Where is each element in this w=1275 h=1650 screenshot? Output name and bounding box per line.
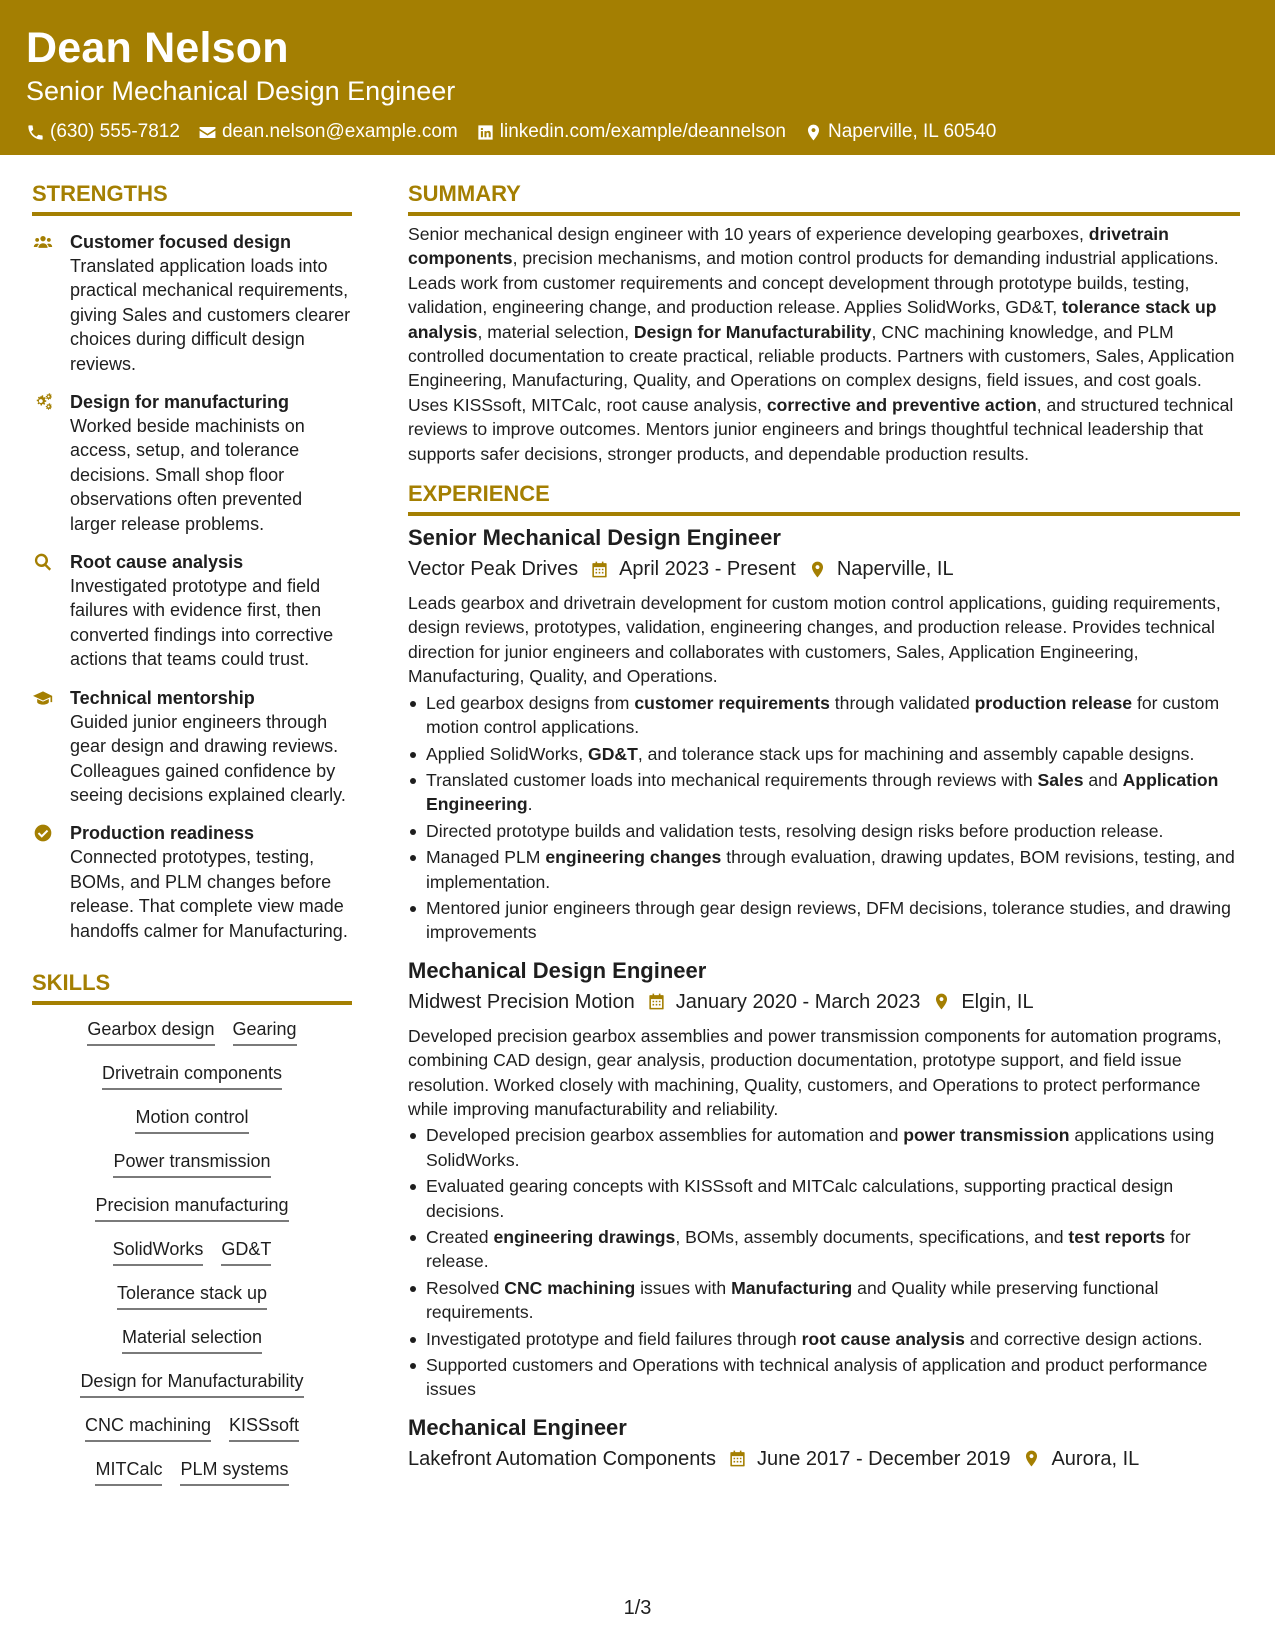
job-company: Vector Peak Drives	[408, 558, 579, 581]
bold-keyword: engineering drawings	[493, 1227, 676, 1247]
skill-tag: SolidWorks	[113, 1237, 204, 1266]
bold-keyword: engineering changes	[545, 847, 722, 868]
location-pin-icon	[808, 560, 827, 579]
strength-title: Customer focused design	[70, 232, 292, 252]
job-bullet: Created engineering drawings, BOMs, assembly documents, specifications, and test reports for release.	[408, 1225, 1240, 1274]
job-meta	[408, 555, 1240, 583]
location-pin-icon	[1022, 1449, 1041, 1468]
job-title: Mechanical Engineer	[408, 1414, 627, 1440]
skill-tag: MITCalc	[95, 1457, 162, 1486]
calendar-icon	[590, 560, 609, 579]
job-meta	[408, 988, 1240, 1016]
job-bullet: Supported customers and Operations with technical analysis of application and product performance issues	[408, 1353, 1240, 1402]
bold-keyword: Manufacturing	[731, 1277, 853, 1298]
job-entry	[408, 957, 1240, 1402]
skill-tag: Motion control	[135, 1105, 248, 1134]
skill-row	[32, 1281, 352, 1310]
skill-tag: Design for Manufacturability	[80, 1369, 303, 1398]
job-bullet: Resolved CNC machining issues with Manufacturing and Quality while preserving functional requirements.	[408, 1276, 1240, 1325]
right-column	[408, 180, 1240, 1473]
job-bullet: Translated customer loads into mechanical requirements through reviews with Sales and Application Engineering.	[408, 768, 1240, 817]
job-bullet: Mentored junior engineers through gear design reviews, DFM decisions, tolerance studies, and drawing improvements	[408, 896, 1240, 945]
skill-tag: Tolerance stack up	[117, 1281, 267, 1310]
email-link[interactable]: dean.nelson@example.com	[221, 121, 458, 142]
bold-keyword: Design for Manufacturability	[633, 321, 872, 342]
job-description: Developed precision gearbox assemblies and power transmission components for automation programs, combining CAD design, gear analysis, production documentation, prototype support, and field issue resolution. Worked closely with machining, Quality, customers, and Operations to protect performance while improving manufacturability and reliability.	[408, 1025, 1222, 1119]
resume-header	[0, 0, 1275, 155]
calendar-icon	[728, 1449, 747, 1468]
bold-keyword: Sales	[1037, 769, 1084, 790]
location-text: Naperville, IL 60540	[827, 121, 997, 142]
calendar-icon	[647, 992, 666, 1011]
skill-tag: Material selection	[122, 1325, 262, 1354]
location-pin-icon	[804, 123, 823, 142]
job-title: Senior Mechanical Design Engineer	[408, 525, 781, 551]
job-bullet: Applied SolidWorks, GD&T, and tolerance stack ups for machining and assembly capable designs.	[408, 742, 1240, 766]
job-bullet: Developed precision gearbox assemblies for automation and power transmission applications using SolidWorks.	[408, 1123, 1240, 1172]
job-bullets	[408, 1123, 1240, 1401]
contact-linkedin[interactable]	[476, 120, 786, 144]
contact-email[interactable]	[198, 120, 458, 144]
skill-row	[32, 1105, 352, 1134]
skill-tag: KISSsoft	[229, 1413, 299, 1442]
bold-keyword: root cause analysis	[801, 1328, 965, 1349]
strength-item	[32, 550, 352, 672]
contact-location	[804, 120, 996, 144]
job-dates: June 2017 - December 2019	[756, 1447, 1011, 1470]
contact-phone	[26, 120, 180, 144]
job-bullet: Led gearbox designs from customer requirements through validated production release for custom motion control applications.	[408, 691, 1240, 740]
page-number: 1/3	[623, 1597, 652, 1619]
gears-icon	[32, 392, 54, 412]
location-pin-icon	[932, 992, 951, 1011]
bold-keyword: production release	[974, 692, 1133, 713]
skill-row	[32, 1325, 352, 1354]
skill-row	[32, 1413, 352, 1442]
job-dates: April 2023 - Present	[619, 558, 796, 581]
job-description: Leads gearbox and drivetrain development for custom motion control applications, guiding requirements, design reviews, prototypes, validation, engineering changes, and production release. Provides technical direction for junior engineers and collaborates with customers, Sales, Application Engineering, Manufacturing, Quality, and Operations.	[408, 593, 1221, 687]
job-dates: January 2020 - March 2023	[675, 990, 921, 1013]
bold-keyword: CNC machining	[504, 1277, 636, 1298]
job-bullet: Managed PLM engineering changes through evaluation, drawing updates, BOM revisions, testing, and implementation.	[408, 845, 1240, 894]
bold-keyword: Application Engineering	[426, 769, 1219, 815]
job-entry	[408, 524, 1240, 945]
bold-keyword: tolerance stack up analysis	[408, 297, 1217, 342]
job-bullets	[408, 691, 1240, 945]
bold-keyword: power transmission	[903, 1125, 1070, 1146]
skill-tag: Precision manufacturing	[95, 1193, 288, 1222]
bold-keyword: drivetrain components	[408, 224, 1169, 269]
bold-keyword: corrective and preventive action	[766, 394, 1037, 415]
job-bullet: Evaluated gearing concepts with KISSsoft and MITCalc calculations, supporting practical design decisions.	[408, 1174, 1240, 1223]
users-icon	[32, 232, 54, 252]
skills-heading: SKILLS	[32, 969, 352, 1005]
linkedin-link[interactable]: linkedin.com/example/deannelson	[499, 121, 786, 142]
phone-icon	[26, 123, 45, 142]
skill-row	[32, 1369, 352, 1398]
summary-heading: SUMMARY	[408, 180, 1240, 216]
strength-item	[32, 821, 352, 943]
graduation-cap-icon	[32, 688, 54, 708]
strength-item	[32, 230, 352, 376]
strength-title: Technical mentorship	[70, 687, 255, 708]
job-location: Aurora, IL	[1051, 1447, 1140, 1470]
skill-tag: Gearing	[233, 1017, 297, 1046]
skill-row	[32, 1149, 352, 1178]
strength-item	[32, 686, 352, 808]
skill-tag: Gearbox design	[87, 1017, 214, 1046]
strength-item	[32, 390, 352, 536]
job-meta	[408, 1445, 1240, 1473]
job-company: Midwest Precision Motion	[408, 990, 635, 1013]
left-column	[32, 180, 352, 1501]
job-title: Mechanical Design Engineer	[408, 957, 707, 983]
experience-heading: EXPERIENCE	[408, 480, 1240, 516]
skill-tag: CNC machining	[85, 1413, 211, 1442]
job-bullet: Investigated prototype and field failures through root cause analysis and corrective design actions.	[408, 1327, 1240, 1351]
check-circle-icon	[32, 823, 54, 843]
envelope-icon	[198, 123, 217, 142]
summary-paragraph: Senior mechanical design engineer with 10 years of experience developing gearboxes, drivetrain components, precision mechanisms, and motion control products for demanding industrial applications. Leads work from customer requirements and concept development through prototype builds, testing, validation, engineering change, and production release. Applies SolidWorks, GD&T, tolerance stack up analysis, material selection, Design for Manufacturability, CNC machining knowledge, and PLM controlled documentation to create practical, reliable products. Partners with customers, Sales, Application Engineering, Manufacturing, Quality, and Operations on complex designs, field issues, and cost goals. Uses KISSsoft, MITCalc, root cause analysis, corrective and preventive action, and structured technical reviews to improve outcomes. Mentors junior engineers and brings thoughtful technical leadership that supports safer decisions, stronger products, and dependable production results.	[408, 224, 1235, 464]
strength-title: Design for manufacturing	[70, 392, 290, 413]
skill-row	[32, 1061, 352, 1090]
candidate-role: Senior Mechanical Design Engineer	[26, 76, 456, 106]
strengths-heading: STRENGTHS	[32, 180, 352, 216]
job-bullet: Directed prototype builds and validation tests, resolving design risks before production release.	[408, 819, 1240, 843]
skill-row	[32, 1237, 352, 1266]
skill-tag: Drivetrain components	[102, 1061, 282, 1090]
job-entry	[408, 1414, 1240, 1473]
bold-keyword: customer requirements	[634, 692, 830, 713]
job-location: Elgin, IL	[961, 990, 1034, 1013]
skill-tag: Power transmission	[113, 1149, 270, 1178]
strength-title: Root cause analysis	[70, 552, 244, 573]
skill-row	[32, 1457, 352, 1486]
search-icon	[32, 552, 54, 572]
strength-description: Worked beside machinists on access, setup, and tolerance decisions. Small shop floor observations often prevented larger release problems.	[70, 416, 305, 534]
strength-description: Guided junior engineers through gear design and drawing reviews. Colleagues gained confidence by seeing decisions explained clearly.	[70, 711, 346, 805]
strength-title: Production readiness	[70, 823, 255, 844]
skill-row	[32, 1193, 352, 1222]
strength-description: Connected prototypes, testing, BOMs, and PLM changes before release. That complete view made handoffs calmer for Manufacturing.	[70, 847, 348, 941]
contact-bar	[26, 120, 1249, 144]
skill-tag: PLM systems	[180, 1457, 288, 1486]
bold-keyword: GD&T	[588, 743, 638, 764]
candidate-name: Dean Nelson	[26, 24, 289, 72]
skill-tag: GD&T	[221, 1237, 271, 1266]
job-company: Lakefront Automation Components	[408, 1447, 716, 1470]
phone-text: (630) 555-7812	[50, 121, 180, 142]
bold-keyword: test reports	[1068, 1227, 1166, 1247]
job-location: Naperville, IL	[836, 558, 954, 581]
skills-list	[32, 1005, 352, 1486]
skill-row	[32, 1017, 352, 1046]
strength-description: Investigated prototype and field failures with evidence first, then converted findings into corrective actions that teams could trust.	[70, 576, 334, 670]
linkedin-icon	[476, 123, 495, 142]
strength-description: Translated application loads into practical mechanical requirements, giving Sales and customers clearer choices during difficult design reviews.	[70, 256, 351, 374]
